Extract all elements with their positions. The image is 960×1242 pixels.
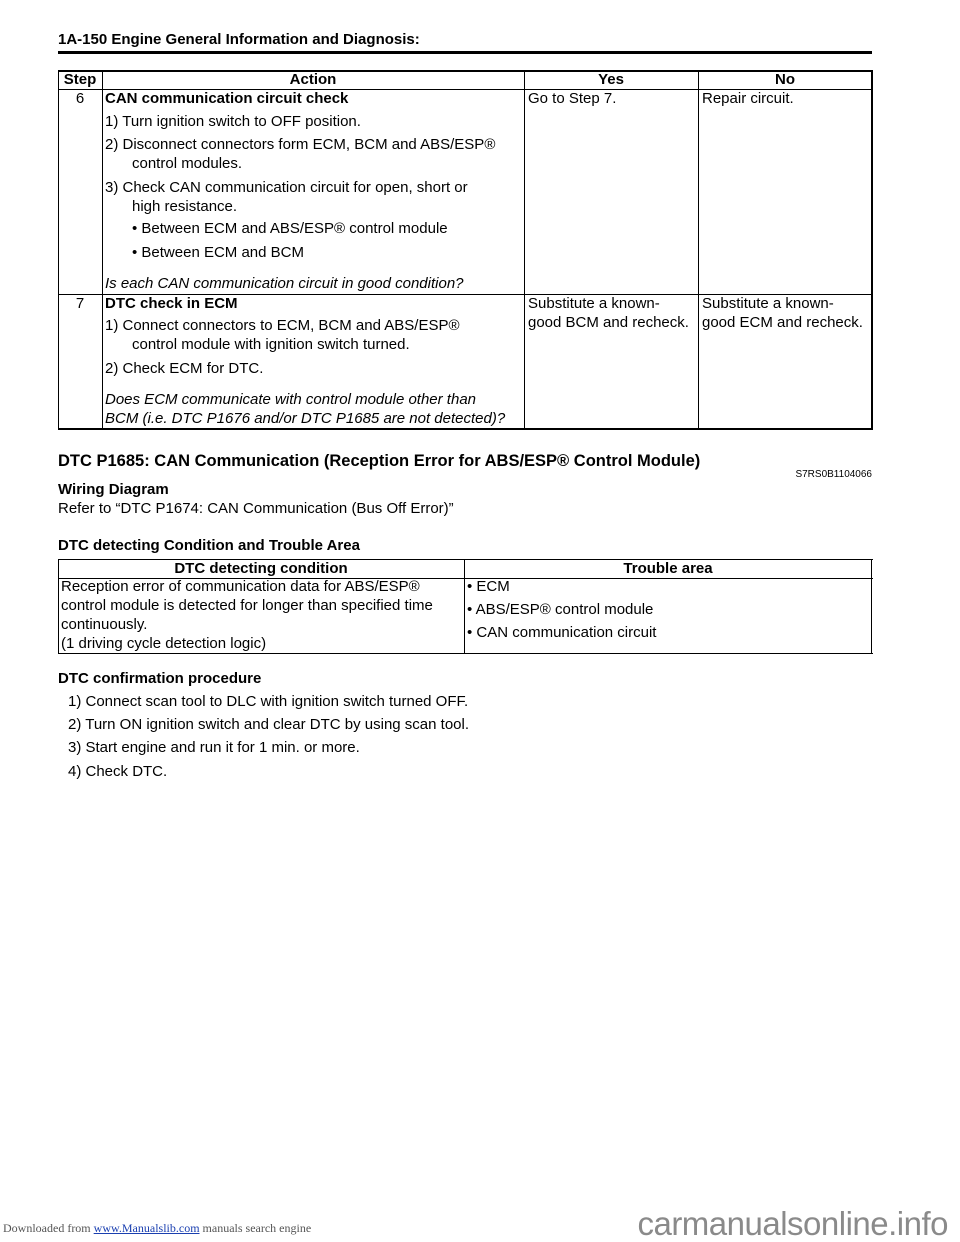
- yes-result: Substitute a known-: [528, 295, 660, 312]
- action-line: 2) Disconnect connectors form ECM, BCM and ABS/ESP®: [105, 136, 496, 153]
- step-question: Does ECM communicate with control module other than: [105, 391, 477, 408]
- col-header-step: Step: [63, 71, 97, 88]
- trouble-area-item: • CAN communication circuit: [467, 624, 657, 641]
- yes-result: Go to Step 7.: [528, 90, 617, 107]
- yes-result: good BCM and recheck.: [528, 314, 689, 331]
- procedure-step: 2) Turn ON ignition switch and clear DTC by using scan tool.: [68, 716, 470, 733]
- condition-line: control module is detected for longer than specified time: [61, 597, 433, 614]
- page-header: 1A-150 Engine General Information and Diagnosis:: [58, 31, 420, 48]
- section-title: DTC P1685: CAN Communication (Reception Error for ABS/ESP® Control Module): [58, 452, 701, 470]
- no-result: Substitute a known-: [702, 295, 834, 312]
- col-header-yes: Yes: [598, 71, 624, 88]
- wiring-text: Refer to “DTC P1674: CAN Communication (Bus Off Error)”: [58, 500, 454, 517]
- col-header-trouble-area: Trouble area: [623, 560, 713, 577]
- condition-line: Reception error of communication data for ABS/ESP®: [61, 578, 420, 595]
- manualslib-link[interactable]: www.Manualslib.com: [93, 1221, 200, 1235]
- footer-suffix: manuals search engine: [202, 1221, 312, 1235]
- watermark: carmanualsonline.info: [637, 1205, 948, 1242]
- procedure-heading: DTC confirmation procedure: [58, 670, 262, 687]
- no-result: good ECM and recheck.: [702, 314, 863, 331]
- col-header-no: No: [775, 71, 795, 88]
- trouble-area-item: • ECM: [467, 578, 510, 595]
- download-footer: [3, 1221, 311, 1236]
- action-line: 2) Check ECM for DTC.: [105, 360, 264, 377]
- no-result: Repair circuit.: [702, 90, 794, 107]
- action-line: high resistance.: [132, 198, 238, 215]
- procedure-step: 3) Start engine and run it for 1 min. or more.: [68, 739, 360, 756]
- trouble-area-item: • ABS/ESP® control module: [467, 601, 654, 618]
- condition-heading: DTC detecting Condition and Trouble Area: [58, 537, 360, 554]
- procedure-step: 1) Connect scan tool to DLC with ignition switch turned OFF.: [68, 693, 469, 710]
- action-line: control module with ignition switch turned.: [132, 336, 410, 353]
- step-question: Is each CAN communication circuit in good condition?: [105, 275, 464, 292]
- col-header-condition: DTC detecting condition: [174, 560, 348, 577]
- wiring-heading: Wiring Diagram: [58, 481, 169, 498]
- action-line: • Between ECM and ABS/ESP® control module: [132, 220, 448, 237]
- procedure-step: 4) Check DTC.: [68, 763, 168, 780]
- step-title: DTC check in ECM: [105, 295, 238, 312]
- col-header-action: Action: [289, 71, 337, 88]
- step-question: BCM (i.e. DTC P1676 and/or DTC P1685 are not detected)?: [105, 410, 506, 427]
- section-code: S7RS0B1104066: [795, 469, 872, 480]
- condition-line: (1 driving cycle detection logic): [61, 635, 267, 652]
- action-line: 1) Turn ignition switch to OFF position.: [105, 113, 361, 130]
- action-line: • Between ECM and BCM: [132, 244, 304, 261]
- action-line: control modules.: [132, 155, 243, 172]
- header-rule: [58, 51, 872, 54]
- footer-prefix: Downloaded from: [3, 1221, 91, 1235]
- step-title: CAN communication circuit check: [105, 90, 349, 107]
- condition-line: continuously.: [61, 616, 148, 633]
- action-line: 3) Check CAN communication circuit for open, short or: [105, 179, 468, 196]
- step-number: 7: [75, 295, 85, 312]
- step-number: 6: [75, 90, 85, 107]
- action-line: 1) Connect connectors to ECM, BCM and ABS/ESP®: [105, 317, 460, 334]
